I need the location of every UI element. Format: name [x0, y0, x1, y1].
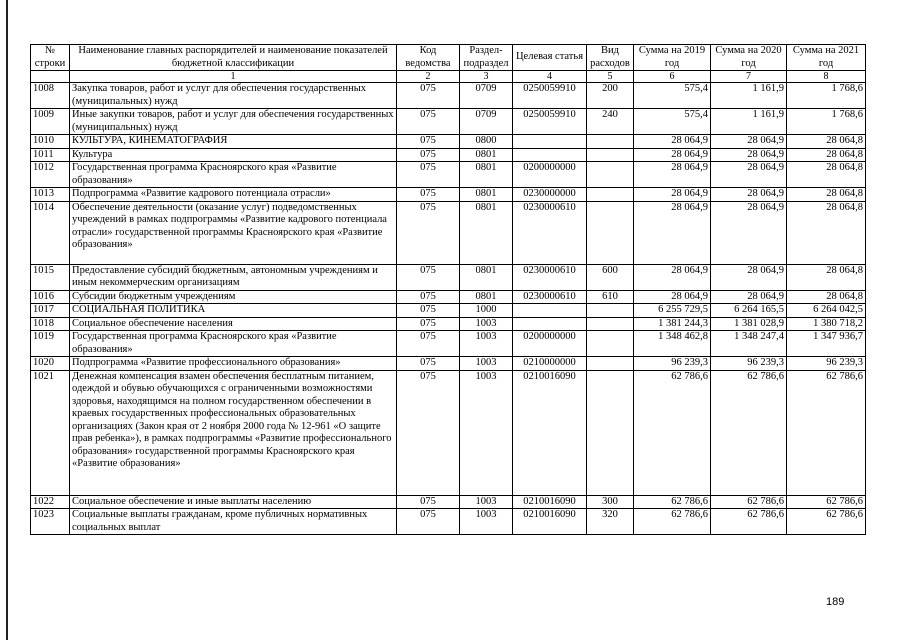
row-number: 1008 — [31, 83, 70, 109]
row-section-code: 0709 — [460, 83, 513, 109]
row-expense-kind — [587, 317, 634, 331]
row-target-code — [513, 304, 587, 318]
page-edge-rule — [6, 0, 8, 640]
row-dept-code: 075 — [397, 304, 460, 318]
row-sum-2020: 6 264 165,5 — [711, 304, 787, 318]
row-target-code — [513, 135, 587, 149]
table-row — [31, 495, 866, 509]
row-dept-code: 075 — [397, 331, 460, 357]
row-number: 1009 — [31, 109, 70, 135]
row-number: 1022 — [31, 495, 70, 509]
row-section-code: 1003 — [460, 495, 513, 509]
row-expense-kind: 610 — [587, 290, 634, 304]
row-name: Социальное обеспечение и иные выплаты населению — [70, 495, 397, 509]
row-dept-code: 075 — [397, 370, 460, 495]
row-name: Культура — [70, 148, 397, 162]
row-number: 1014 — [31, 201, 70, 264]
row-sum-2019: 575,4 — [634, 83, 711, 109]
page-number: 189 — [826, 596, 845, 608]
row-name: Подпрограмма «Развитие кадрового потенциала отрасли» — [70, 188, 397, 202]
row-dept-code: 075 — [397, 264, 460, 290]
row-sum-2021: 28 064,8 — [787, 264, 866, 290]
row-sum-2020: 28 064,9 — [711, 290, 787, 304]
row-sum-2019: 96 239,3 — [634, 357, 711, 371]
row-section-code: 0800 — [460, 135, 513, 149]
row-expense-kind — [587, 188, 634, 202]
budget-table — [30, 44, 866, 535]
row-sum-2019: 575,4 — [634, 109, 711, 135]
column-number: 8 — [787, 71, 866, 83]
row-number: 1015 — [31, 264, 70, 290]
row-section-code: 0801 — [460, 162, 513, 188]
table-row — [31, 83, 866, 109]
row-sum-2020: 28 064,9 — [711, 188, 787, 202]
row-dept-code: 075 — [397, 357, 460, 371]
row-expense-kind — [587, 148, 634, 162]
row-dept-code: 075 — [397, 148, 460, 162]
header-kind: Вид расходов — [587, 45, 634, 71]
row-sum-2020: 62 786,6 — [711, 495, 787, 509]
column-number: 7 — [711, 71, 787, 83]
header-dept: Код ведомства — [397, 45, 460, 71]
row-section-code: 0709 — [460, 109, 513, 135]
row-sum-2020: 28 064,9 — [711, 264, 787, 290]
row-sum-2019: 28 064,9 — [634, 148, 711, 162]
row-sum-2021: 62 786,6 — [787, 495, 866, 509]
row-sum-2021: 96 239,3 — [787, 357, 866, 371]
row-section-code: 1003 — [460, 331, 513, 357]
row-expense-kind — [587, 201, 634, 264]
row-expense-kind — [587, 304, 634, 318]
row-expense-kind: 300 — [587, 495, 634, 509]
row-expense-kind: 320 — [587, 509, 634, 535]
column-number-row — [31, 71, 866, 83]
row-expense-kind — [587, 331, 634, 357]
row-dept-code: 075 — [397, 162, 460, 188]
row-section-code: 0801 — [460, 264, 513, 290]
row-target-code — [513, 317, 587, 331]
table-row — [31, 509, 866, 535]
row-sum-2019: 62 786,6 — [634, 509, 711, 535]
row-name: Подпрограмма «Развитие профессионального образования» — [70, 357, 397, 371]
row-dept-code: 075 — [397, 290, 460, 304]
table-row — [31, 201, 866, 264]
table-row — [31, 357, 866, 371]
row-number: 1011 — [31, 148, 70, 162]
row-section-code: 1000 — [460, 304, 513, 318]
column-number: 4 — [513, 71, 587, 83]
row-sum-2021: 62 786,6 — [787, 509, 866, 535]
row-sum-2020: 28 064,9 — [711, 162, 787, 188]
row-target-code: 0230000000 — [513, 188, 587, 202]
column-number: 1 — [70, 71, 397, 83]
row-name: Закупка товаров, работ и услуг для обеспечения государственных (муниципальных) нужд — [70, 83, 397, 109]
header-num: № строки — [31, 45, 70, 71]
row-sum-2021: 1 768,6 — [787, 109, 866, 135]
row-number: 1017 — [31, 304, 70, 318]
header-name: Наименование главных распорядителей и наименование показателей бюджетной классификации — [70, 45, 397, 71]
row-sum-2021: 1 347 936,7 — [787, 331, 866, 357]
row-name: СОЦИАЛЬНАЯ ПОЛИТИКА — [70, 304, 397, 318]
row-target-code: 0210016090 — [513, 370, 587, 495]
row-section-code: 1003 — [460, 357, 513, 371]
row-sum-2021: 1 768,6 — [787, 83, 866, 109]
row-sum-2019: 6 255 729,5 — [634, 304, 711, 318]
row-sum-2019: 62 786,6 — [634, 495, 711, 509]
row-name: Денежная компенсация взамен обеспечения бесплатным питанием, одеждой и обувью обучающихся с ограниченными возможностями здоровья, находящимся на полном государственном обеспечении в краевых государственных профессиональных образовательных организациях (Закон края от 2 ноября 2000 года № 12-961 «О защите прав ребенка»), в рамках подпрограммы «Развитие профессионального образования» государственной программы Красноярского края «Развитие образования» — [70, 370, 397, 495]
row-name: Иные закупки товаров, работ и услуг для обеспечения государственных (муниципальных) нужд — [70, 109, 397, 135]
row-number: 1018 — [31, 317, 70, 331]
row-sum-2021: 28 064,8 — [787, 201, 866, 264]
table-row — [31, 290, 866, 304]
row-section-code: 0801 — [460, 290, 513, 304]
row-name: Социальные выплаты гражданам, кроме публичных нормативных социальных выплат — [70, 509, 397, 535]
row-sum-2021: 28 064,8 — [787, 290, 866, 304]
column-number: 5 — [587, 71, 634, 83]
table-row — [31, 109, 866, 135]
table-row — [31, 317, 866, 331]
row-sum-2021: 6 264 042,5 — [787, 304, 866, 318]
table-row — [31, 148, 866, 162]
row-target-code: 0230000610 — [513, 201, 587, 264]
row-sum-2019: 28 064,9 — [634, 188, 711, 202]
row-number: 1010 — [31, 135, 70, 149]
row-sum-2020: 62 786,6 — [711, 370, 787, 495]
row-section-code: 0801 — [460, 188, 513, 202]
table-row — [31, 135, 866, 149]
header-sum-2019: Сумма на 2019 год — [634, 45, 711, 71]
row-expense-kind: 240 — [587, 109, 634, 135]
row-sum-2020: 1 381 028,9 — [711, 317, 787, 331]
row-sum-2021: 28 064,8 — [787, 148, 866, 162]
row-name: Предоставление субсидий бюджетным, автономным учреждениям и иным некоммерческим организациям — [70, 264, 397, 290]
table-row — [31, 162, 866, 188]
row-expense-kind — [587, 162, 634, 188]
row-target-code: 0230000610 — [513, 290, 587, 304]
header-section: Раздел-подраздел — [460, 45, 513, 71]
row-section-code: 0801 — [460, 201, 513, 264]
table-row — [31, 304, 866, 318]
row-sum-2020: 28 064,9 — [711, 135, 787, 149]
row-target-code: 0210016090 — [513, 509, 587, 535]
row-target-code: 0250059910 — [513, 83, 587, 109]
row-sum-2020: 28 064,9 — [711, 148, 787, 162]
column-number: 2 — [397, 71, 460, 83]
row-section-code: 1003 — [460, 370, 513, 495]
row-target-code: 0210016090 — [513, 495, 587, 509]
row-name: Государственная программа Красноярского края «Развитие образования» — [70, 162, 397, 188]
row-sum-2020: 1 348 247,4 — [711, 331, 787, 357]
header-sum-2020: Сумма на 2020 год — [711, 45, 787, 71]
row-sum-2021: 1 380 718,2 — [787, 317, 866, 331]
row-sum-2019: 28 064,9 — [634, 264, 711, 290]
row-number: 1023 — [31, 509, 70, 535]
row-expense-kind — [587, 370, 634, 495]
row-expense-kind — [587, 135, 634, 149]
row-number: 1012 — [31, 162, 70, 188]
row-section-code: 0801 — [460, 148, 513, 162]
row-dept-code: 075 — [397, 188, 460, 202]
row-number: 1021 — [31, 370, 70, 495]
row-sum-2020: 1 161,9 — [711, 109, 787, 135]
row-dept-code: 075 — [397, 83, 460, 109]
row-sum-2019: 28 064,9 — [634, 162, 711, 188]
row-section-code: 1003 — [460, 509, 513, 535]
row-dept-code: 075 — [397, 509, 460, 535]
table-row — [31, 370, 866, 495]
row-sum-2019: 28 064,9 — [634, 290, 711, 304]
row-section-code: 1003 — [460, 317, 513, 331]
row-dept-code: 075 — [397, 317, 460, 331]
column-number: 6 — [634, 71, 711, 83]
row-sum-2021: 28 064,8 — [787, 162, 866, 188]
row-sum-2019: 1 348 462,8 — [634, 331, 711, 357]
table-row — [31, 188, 866, 202]
table-row — [31, 331, 866, 357]
header-target: Целевая статья — [513, 45, 587, 71]
row-expense-kind — [587, 357, 634, 371]
row-dept-code: 075 — [397, 109, 460, 135]
row-sum-2021: 62 786,6 — [787, 370, 866, 495]
row-name: Обеспечение деятельности (оказание услуг) подведомственных учреждений в рамках подпрограммы «Развитие кадрового потенциала отрасли» государственной программы Красноярского края «Развитие образования» — [70, 201, 397, 264]
row-target-code — [513, 148, 587, 162]
header-row — [31, 45, 866, 71]
row-name: Государственная программа Красноярского края «Развитие образования» — [70, 331, 397, 357]
row-dept-code: 075 — [397, 135, 460, 149]
row-target-code: 0230000610 — [513, 264, 587, 290]
row-sum-2020: 96 239,3 — [711, 357, 787, 371]
row-sum-2020: 1 161,9 — [711, 83, 787, 109]
row-sum-2020: 28 064,9 — [711, 201, 787, 264]
row-dept-code: 075 — [397, 201, 460, 264]
row-name: Социальное обеспечение населения — [70, 317, 397, 331]
row-sum-2019: 1 381 244,3 — [634, 317, 711, 331]
row-target-code: 0210000000 — [513, 357, 587, 371]
row-number: 1016 — [31, 290, 70, 304]
row-target-code: 0200000000 — [513, 331, 587, 357]
table-row — [31, 264, 866, 290]
row-sum-2019: 28 064,9 — [634, 135, 711, 149]
row-number: 1019 — [31, 331, 70, 357]
header-sum-2021: Сумма на 2021 год — [787, 45, 866, 71]
row-sum-2021: 28 064,8 — [787, 188, 866, 202]
row-number: 1020 — [31, 357, 70, 371]
row-target-code: 0250059910 — [513, 109, 587, 135]
row-expense-kind: 200 — [587, 83, 634, 109]
row-sum-2019: 62 786,6 — [634, 370, 711, 495]
row-sum-2020: 62 786,6 — [711, 509, 787, 535]
column-number: 3 — [460, 71, 513, 83]
row-target-code: 0200000000 — [513, 162, 587, 188]
row-name: КУЛЬТУРА, КИНЕМАТОГРАФИЯ — [70, 135, 397, 149]
row-number: 1013 — [31, 188, 70, 202]
row-dept-code: 075 — [397, 495, 460, 509]
row-name: Субсидии бюджетным учреждениям — [70, 290, 397, 304]
row-sum-2021: 28 064,8 — [787, 135, 866, 149]
row-sum-2019: 28 064,9 — [634, 201, 711, 264]
row-expense-kind: 600 — [587, 264, 634, 290]
column-number-blank — [31, 71, 70, 83]
